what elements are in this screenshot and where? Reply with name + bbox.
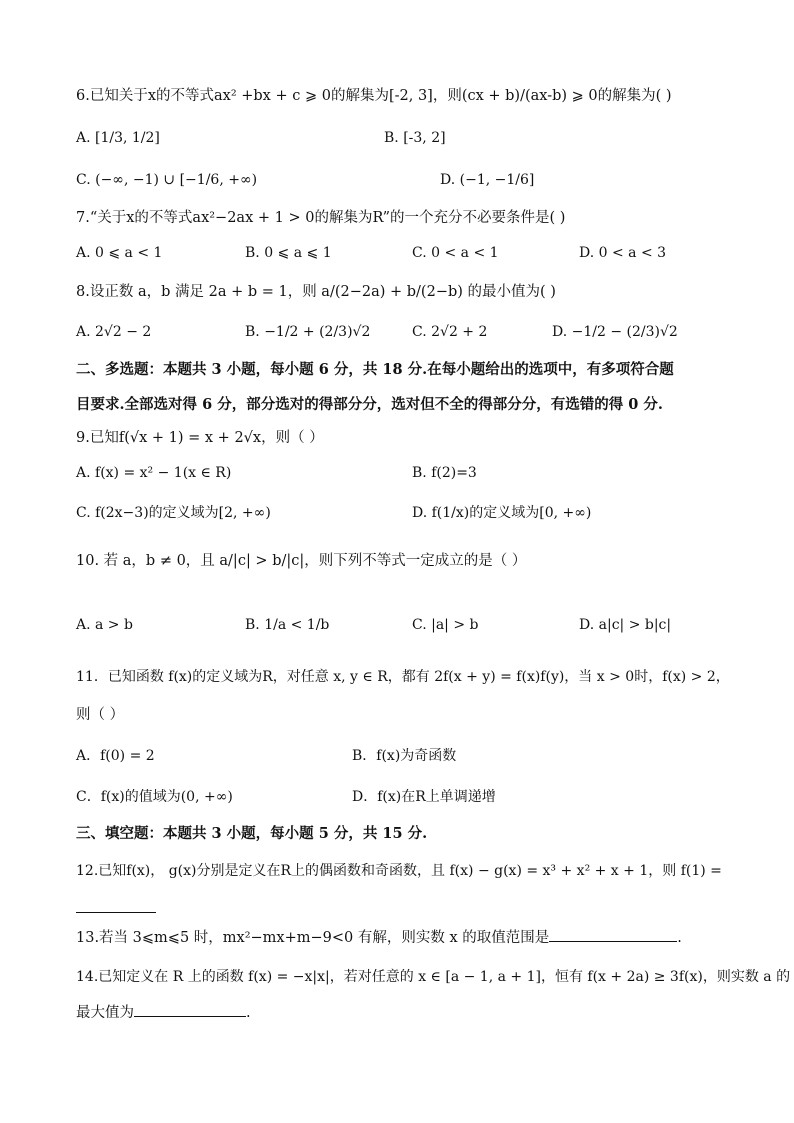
question-9-option-d: D. f(1/x)的定义域为[0, +∞) — [412, 505, 592, 521]
question-8-option-c: C. 2√2 + 2 — [412, 324, 488, 340]
answer-blank[interactable] — [134, 1004, 246, 1017]
question-7-option-a: A. 0 ⩽ a < 1 — [76, 245, 163, 261]
question-8-option-a: A. 2√2 − 2 — [76, 324, 152, 340]
question-11-option-a: A．f(0) = 2 — [76, 748, 155, 764]
question-13-line — [76, 929, 682, 947]
question-6-stem: 6.已知关于x的不等式ax² +bx + c ⩾ 0的解集为[-2, 3]，则(cx + b)/(ax-b) ⩾ 0的解集为( ) — [76, 88, 672, 104]
question-10-stem: 10. 若 a，b ≠ 0，且 a/|c| > b/|c|，则下列不等式一定成立的是（ ） — [76, 553, 527, 569]
question-8-option-d: D. −1/2 − (2/3)√2 — [552, 324, 678, 340]
question-10-option-b: B. 1/a < 1/b — [245, 617, 330, 633]
question-11-stem-continued: 则（ ） — [76, 707, 125, 723]
question-9-option-a: A. f(x) = x² − 1(x ∈ R) — [76, 465, 232, 481]
question-9-option-c: C. f(2x−3)的定义域为[2, +∞) — [76, 505, 271, 521]
question-13-end: . — [677, 930, 682, 946]
answer-blank[interactable] — [76, 900, 156, 913]
question-6-option-b: B. [-3, 2] — [384, 130, 446, 146]
question-6-option-a: A. [1/3, 1/2] — [76, 130, 160, 146]
question-12-stem: 12.已知f(x)， g(x)分别是定义在R上的偶函数和奇函数，且 f(x) − g(x) = x³ + x² + x + 1，则 f(1) = — [76, 863, 722, 879]
question-9-stem: 9.已知f(√x + 1) = x + 2√x，则（ ） — [76, 430, 324, 446]
question-11-option-c: C．f(x)的值域为(0, +∞) — [76, 789, 233, 805]
question-12-answer-blank[interactable] — [76, 900, 156, 918]
question-14-line2 — [76, 1004, 251, 1022]
section-2-heading-line2: 目要求.全部选对得 6 分，部分选对的得部分分，选对但不全的得部分分，有选错的得 0 分. — [76, 396, 663, 413]
question-8-stem: 8.设正数 a，b 满足 2a + b = 1，则 a/(2−2a) + b/(2−b) 的最小值为( ) — [76, 284, 556, 300]
question-6-option-d: D. (−1, −1/6] — [440, 172, 535, 188]
answer-blank[interactable] — [549, 929, 677, 942]
question-6-option-c: C. (−∞, −1) ∪ [−1/6, +∞) — [76, 172, 258, 188]
question-8-option-b: B. −1/2 + (2/3)√2 — [245, 324, 371, 340]
question-10-option-c: C. |a| > b — [412, 617, 479, 633]
question-9-option-b: B. f(2)=3 — [412, 465, 477, 481]
question-14-stem-continued: 最大值为 — [76, 1005, 134, 1021]
question-14-end: . — [246, 1005, 251, 1021]
section-2-heading-line1: 二、多选题：本题共 3 小题，每小题 6 分，共 18 分.在每小题给出的选项中，有多项符合题 — [76, 361, 674, 378]
question-7-option-b: B. 0 ⩽ a ⩽ 1 — [245, 245, 332, 261]
question-11-option-b: B．f(x)为奇函数 — [352, 748, 457, 764]
question-7-stem: 7.“关于x的不等式ax²−2ax + 1 > 0的解集为R”的一个充分不必要条件是( ) — [76, 210, 566, 226]
section-3-heading: 三、填空题：本题共 3 小题，每小题 5 分，共 15 分. — [76, 825, 428, 842]
question-7-option-c: C. 0 < a < 1 — [412, 245, 499, 261]
question-13-stem: 13.若当 3⩽m⩽5 时，mx²−mx+m−9<0 有解，则实数 x 的取值范围是 — [76, 930, 550, 946]
question-11-option-d: D．f(x)在R上单调递增 — [352, 789, 496, 805]
question-10-option-d: D. a|c| > b|c| — [579, 617, 672, 633]
question-14-stem: 14.已知定义在 R 上的函数 f(x) = −x|x|，若对任意的 x ∈ [a − 1, a + 1]，恒有 f(x + 2a) ≥ 3f(x)，则实数 a 的 — [76, 969, 791, 985]
question-7-option-d: D. 0 < a < 3 — [579, 245, 667, 261]
question-10-option-a: A. a > b — [76, 617, 133, 633]
question-11-stem: 11．已知函数 f(x)的定义域为R，对任意 x, y ∈ R，都有 2f(x + y) = f(x)f(y)，当 x > 0时，f(x) > 2， — [76, 669, 730, 685]
